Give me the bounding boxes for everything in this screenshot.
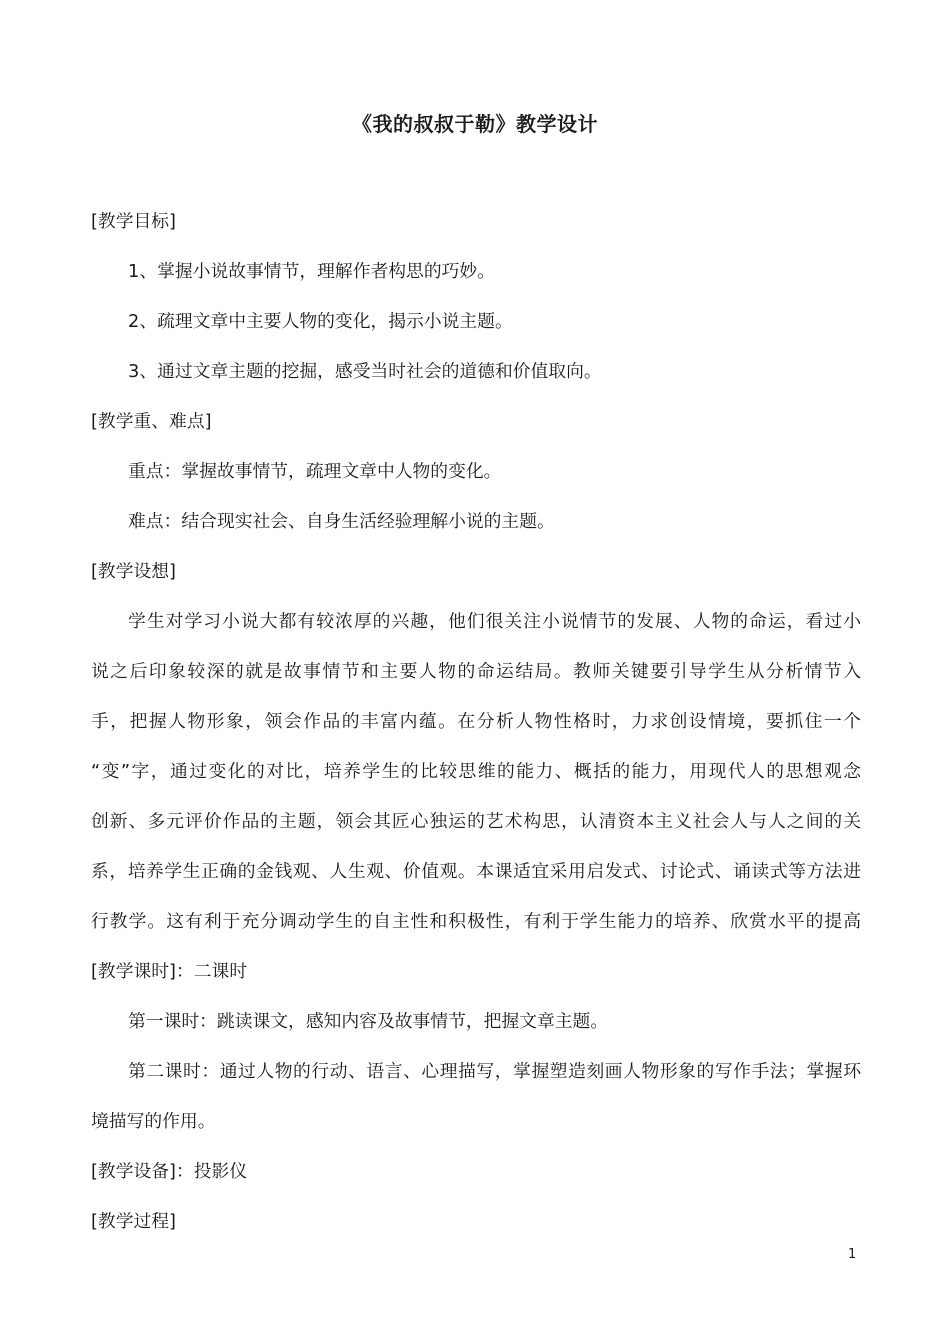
process-heading: [教学过程]	[91, 1211, 176, 1232]
objective-item-2: 2、疏理文章中主要人物的变化，揭示小说主题。	[128, 311, 513, 332]
page-number: 1	[848, 1247, 857, 1262]
periods-heading: [教学课时]：二课时	[91, 961, 248, 982]
period-second-line2: 境描写的作用。	[91, 1111, 216, 1132]
concept-paragraph-line: “变”字，通过变化的对比，培养学生的比较思维的能力、概括的能力，用现代人的思想观念	[91, 761, 861, 782]
period-first: 第一课时：跳读课文，感知内容及故事情节，把握文章主题。	[128, 1011, 609, 1032]
equipment-heading: [教学设备]：投影仪	[91, 1161, 248, 1182]
concept-paragraph-line: 系，培养学生正确的金钱观、人生观、价值观。本课适宜采用启发式、讨论式、诵读式等方法进	[91, 861, 861, 882]
concept-paragraph-line: 行教学。这有利于充分调动学生的自主性和积极性，有利于学生能力的培养、欣赏水平的提高	[91, 911, 861, 932]
key-point-difficulty: 难点：结合现实社会、自身生活经验理解小说的主题。	[128, 511, 555, 532]
objectives-heading: [教学目标]	[91, 211, 176, 232]
document-title: 《我的叔叔于勒》教学设计	[352, 112, 598, 136]
objective-item-1: 1、掌握小说故事情节，理解作者构思的巧妙。	[128, 261, 495, 282]
concept-heading: [教学设想]	[91, 561, 176, 582]
objective-item-3: 3、通过文章主题的挖掘，感受当时社会的道德和价值取向。	[128, 361, 602, 382]
key-points-heading: [教学重、难点]	[91, 411, 212, 432]
concept-paragraph-line: 手，把握人物形象，领会作品的丰富内蕴。在分析人物性格时，力求创设情境，要抓住一个	[91, 711, 861, 732]
concept-paragraph-line: 学生对学习小说大都有较浓厚的兴趣，他们很关注小说情节的发展、人物的命运，看过小	[128, 611, 861, 632]
period-second-line1: 第二课时：通过人物的行动、语言、心理描写，掌握塑造刻画人物形象的写作手法；掌握环	[128, 1061, 861, 1082]
concept-paragraph-line: 说之后印象较深的就是故事情节和主要人物的命运结局。教师关键要引导学生从分析情节入	[91, 661, 861, 682]
key-point-focus: 重点：掌握故事情节，疏理文章中人物的变化。	[128, 461, 502, 482]
concept-paragraph-line: 创新、多元评价作品的主题，领会其匠心独运的艺术构思，认清资本主义社会人与人之间的关	[91, 811, 861, 832]
